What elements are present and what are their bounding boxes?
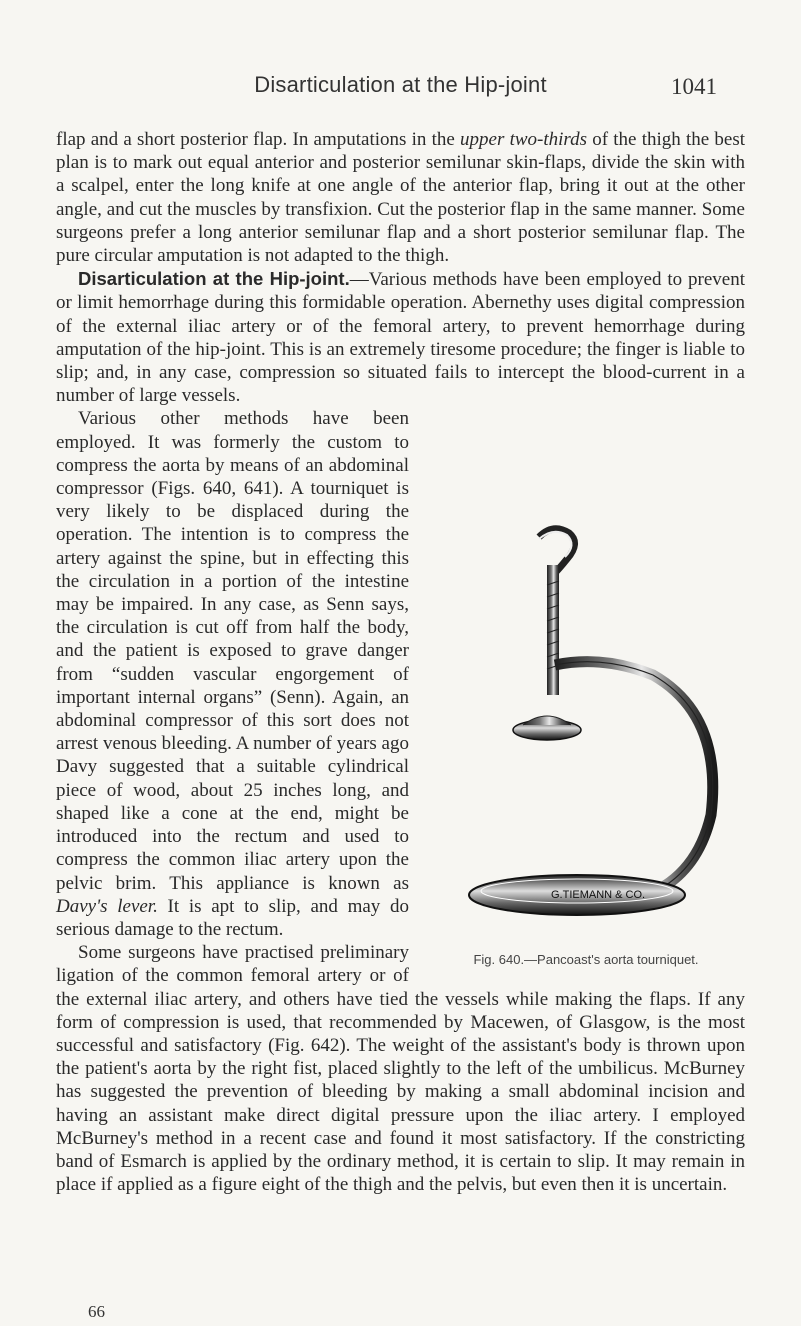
signature-mark: 66	[88, 1302, 105, 1321]
section-heading: Disarticulation at the Hip-joint.	[78, 268, 350, 290]
body-text	[56, 128, 745, 1196]
figure-caption: Fig. 640.—Pancoast's aorta tourniquet.	[473, 952, 699, 968]
maker-mark: G.TIEMANN & CO.	[551, 889, 646, 902]
aorta-tourniquet-illustration	[427, 525, 745, 935]
paragraph-2: Disarticulation at the Hip-joint.—Various methods have been employed to prevent or limit hemorrhage during this formidable operation. Abernethy uses digital compression of the external iliac artery or of the femoral artery, to prevent hemorrhage during amputation of the hip-joint. This is an extremely tiresome procedure; the finger is liable to slip; and, in any case, compression so situated fails to intercept the blood-current in a number of large vessels.	[56, 268, 746, 407]
page-header	[0, 72, 801, 108]
curved-arm	[555, 662, 713, 895]
paragraph-4: Some surgeons have practised preliminary ligation of the common femoral artery or of the external iliac artery, and others have tied the vessels while making the flaps. If any form of compression is used, that recommended by Macewen, of Glasgow, is the most successful and satisfactory (Fig. 642). The weight of the assistant's body is thrown upon the patient's aorta by the right fist, placed slightly to the left of the umbilicus. McBurney has suggested the prevention of bleeding by making a small abdominal incision and having an assistant make direct digital pressure upon the iliac artery. I employed McBurney's method in a recent case and found it most satisfactory. If the constricting band of Esmarch is applied by the ordinary method, it is certain to slip. It may remain in place if applied as a figure eight of the thigh and the pelvis, but even then it is uncertain.	[56, 942, 745, 1196]
running-title: Disarticulation at the Hip-joint	[254, 72, 547, 97]
page-number: 1041	[671, 74, 717, 99]
paragraph-3: Various other methods have been employed. It was formerly the custom to compress the aorta by means of an abdominal compressor (Figs. 640, 641). A tourniquet is very likely to be displaced during the operation. The intention is to compress the artery against the spine, but in effecting this the circulation in a portion of the intestine may be impaired. In any case, as Senn says, the circulation is cut off from half the body, and the patient is exposed to grave danger from “sudden vascular engorgement of important internal organs” (Senn). Again, an abdominal compressor of this sort does not arrest venous bleeding. A number of years ago Davy suggested that a suitable cylindrical piece of wood, about 25 inches long, and shaped like a cone at the end, might be introduced into the rectum and used to compress the common iliac artery upon the pelvic brim. This appliance is known as Davy's lever. It is apt to slip, and may do serious damage to the rectum.	[56, 408, 409, 940]
paragraph-1: flap and a short posterior flap. In amputations in the upper two-thirds of the thigh the best plan is to mark out equal anterior and posterior semilunar skin-flaps, divide the skin with a scalpel, enter the long knife at one angle of the anterior flap, bring it out at the other angle, and cut the muscles by transfixion. Cut the posterior flap in the same manner. Some surgeons prefer a long anterior semilunar flap and a short posterior semilunar flap. The pure circular amputation is not adapted to the thigh.	[56, 129, 745, 267]
figure-640	[427, 525, 745, 971]
